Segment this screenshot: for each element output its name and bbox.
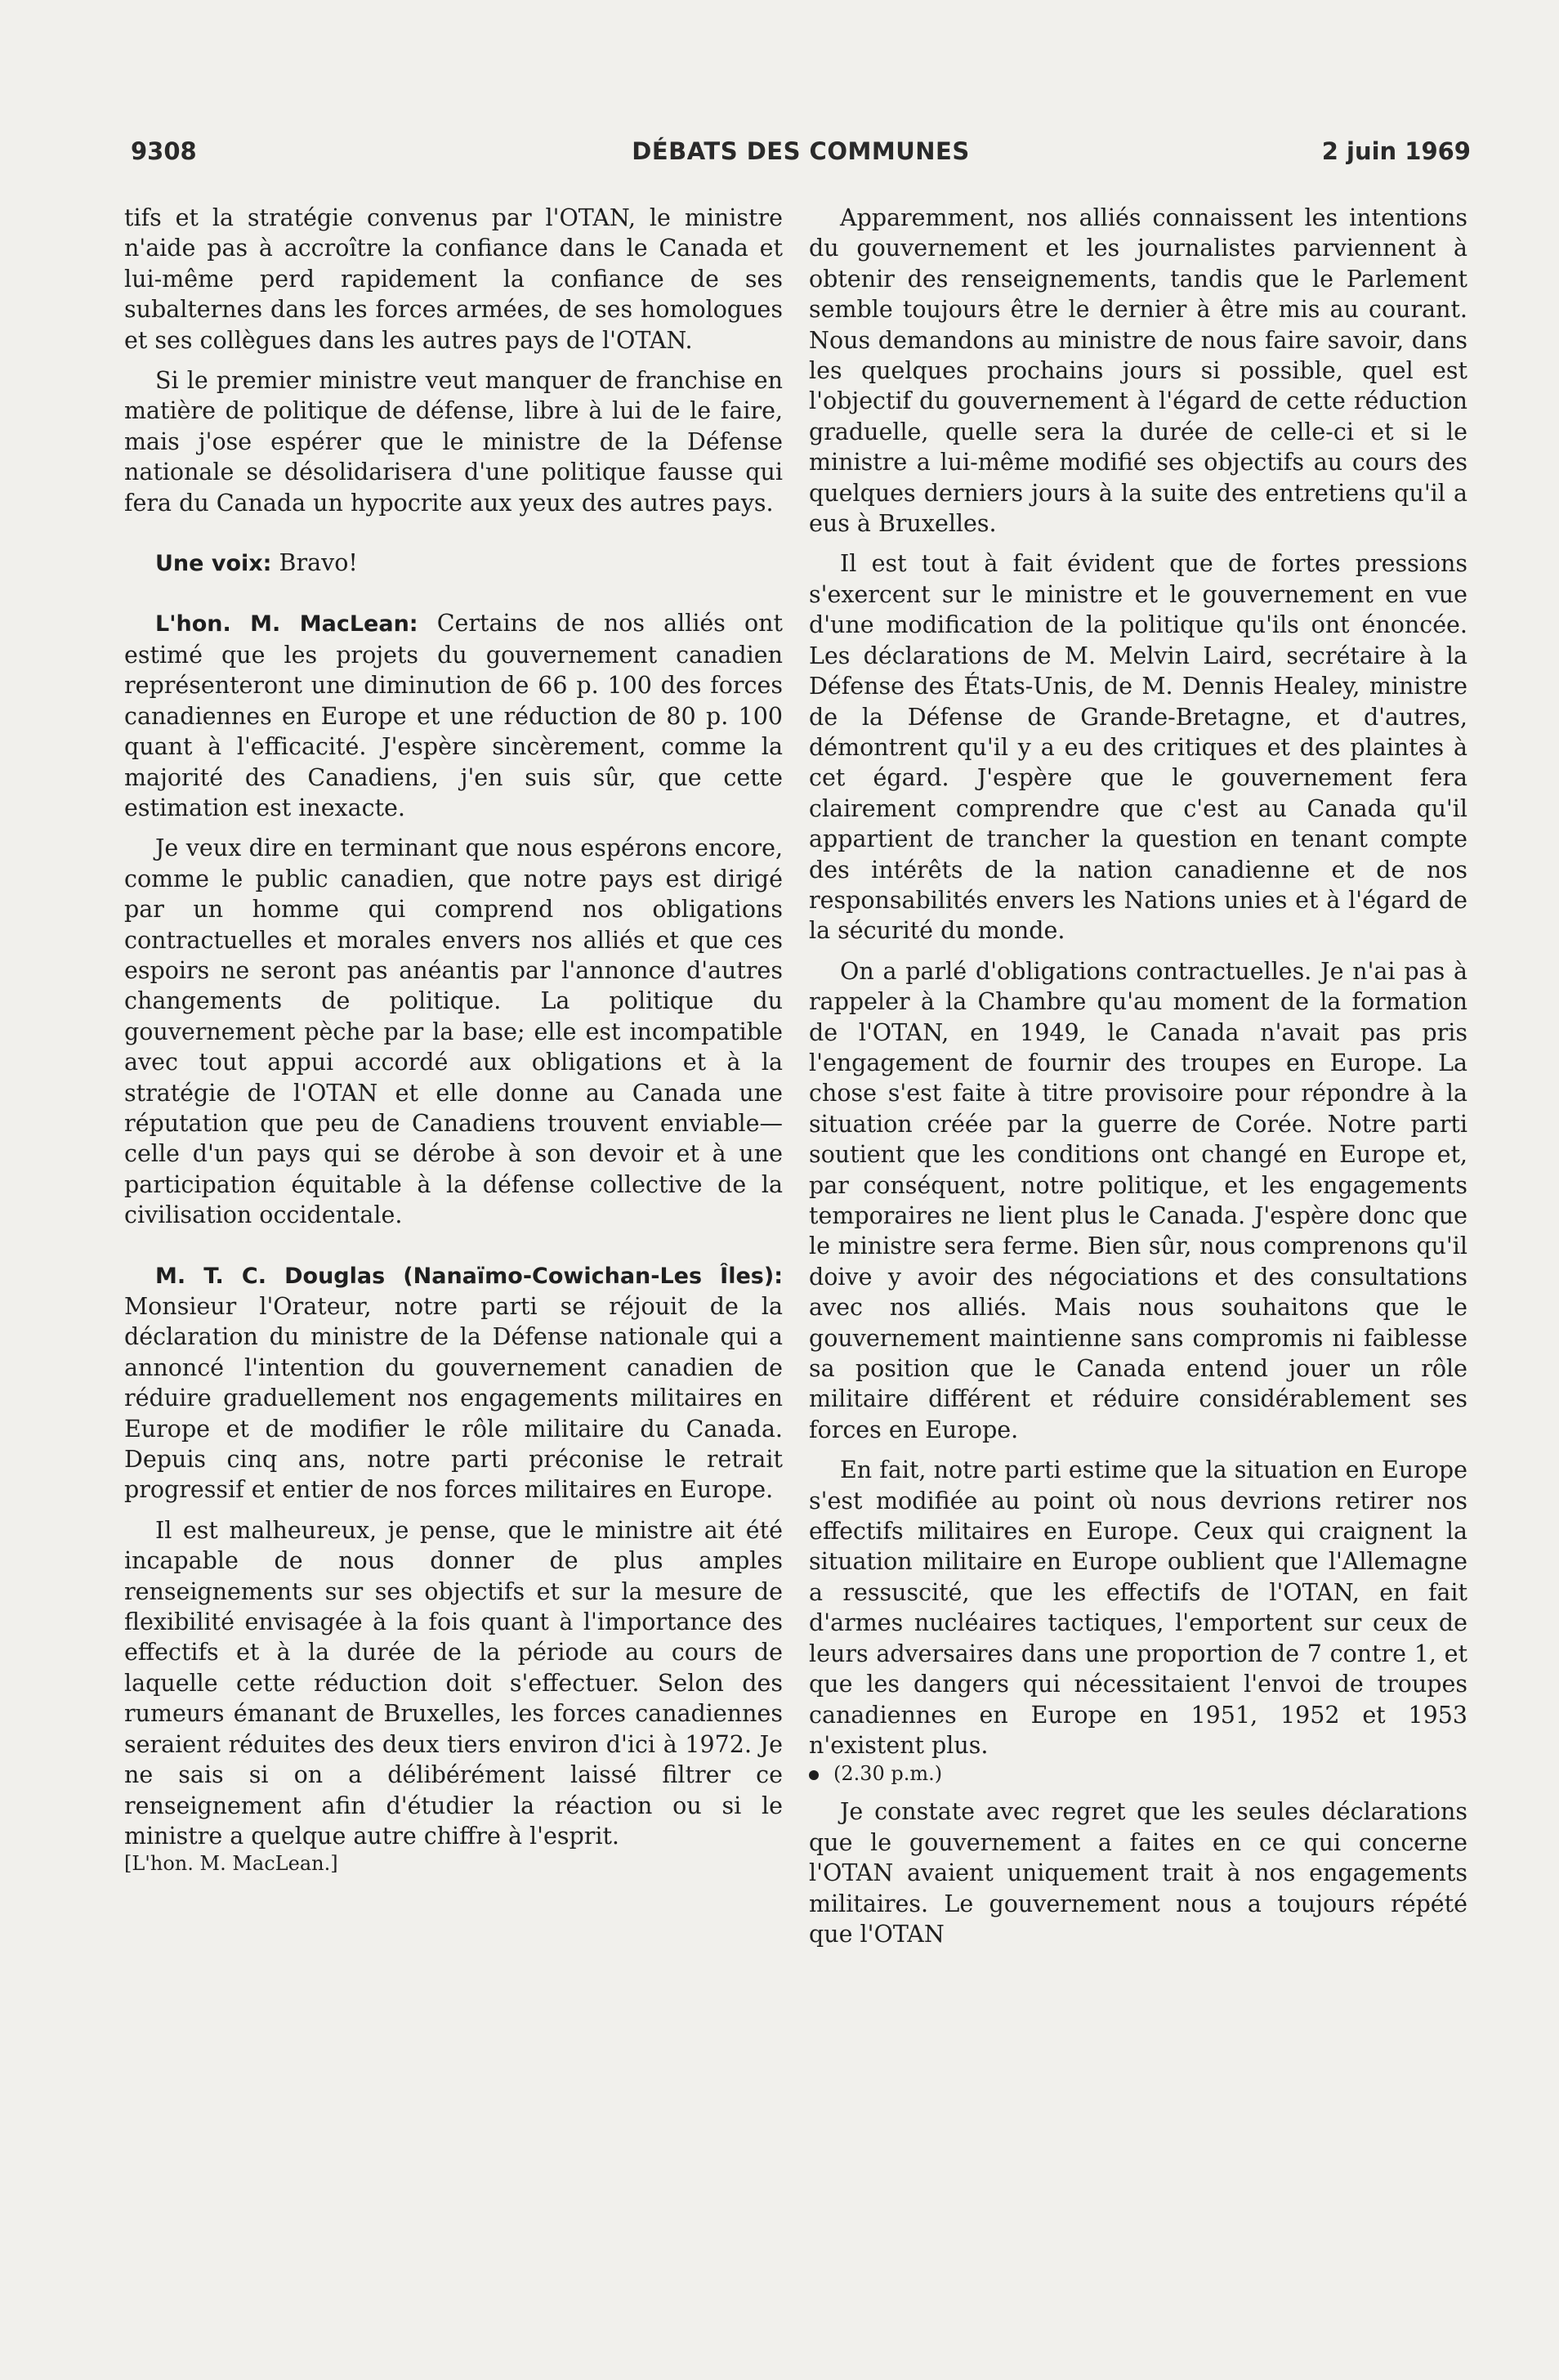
paragraph: En fait, notre parti estime que la situation en Europe s'est modifiée au point où nous devrions retirer nos effectifs militaires en Europe. Ceux qui craignent la situation militaire en Europe oublient que l'Allemagne a ressuscité, que les effectifs de l'OTAN, en fait d'armes nucléaires tactiques, l'emportent sur ceux de leurs adversaires dans une proportion de 7 contre 1, et que les dangers qui nécessitaient l'envoi de troupes canadiennes en Europe en 1951, 1952 et 1953 n'existent plus. bbox=[809, 1456, 1467, 1759]
paragraph: Apparemment, nos alliés connaissent les intentions du gouvernement et les journalistes parviennent à obtenir des renseignements, tandis que le Parlement semble toujours être le dernier à être mis au courant. Nous demandons au ministre de nous faire savoir, dans les quelques prochains jours si possible, quel est l'objectif du gouvernement à l'égard de cette réduction graduelle, quelle sera la durée de celle-ci et si le ministre a lui-même modifié ses objectifs au cours des quelques derniers jours à la suite des entretiens qu'il a eus à Bruxelles. bbox=[809, 204, 1467, 538]
paragraph bbox=[124, 1260, 783, 1505]
speech-text: Monsieur l'Orateur, notre parti se réjouit de la déclaration du ministre de la Défense nationale qui a annoncé l'intention du gouvernement canadien de réduire graduellement nos engagements militaires en Europe et de modifier le rôle militaire du Canada. Depuis cinq ans, notre parti préconise le retrait progressif et entier de nos forces militaires en Europe. bbox=[124, 1293, 783, 1504]
right-column bbox=[809, 203, 1467, 1949]
time-stamp bbox=[809, 1760, 1467, 1787]
paragraph: Je veux dire en terminant que nous espérons encore, comme le public canadien, que notre pays est dirigé par un homme qui comprend nos obligations contractuelles et morales envers nos alliés et que ces espoirs ne seront pas anéantis par l'annonce d'autres changements de politique. La politique du gouvernement pèche par la base; elle est incompatible avec tout appui accordé aux obligations et à la stratégie de l'OTAN et elle donne au Canada une réputation que peu de Canadiens trouvent enviable—celle d'un pays qui se dérobe à son devoir et à une participation équitable à la défense collective de la civilisation occidentale. bbox=[124, 834, 783, 1229]
bullet-icon bbox=[809, 1770, 819, 1780]
paragraph: Si le premier ministre veut manquer de franchise en matière de politique de défense, libre à lui de le faire, mais j'ose espérer que le ministre de la Défense nationale se désolidarisera d'une politique fausse qui fera du Canada un hypocrite aux yeux des autres pays. bbox=[124, 367, 783, 517]
speaker-footnote: [L'hon. M. MacLean.] bbox=[124, 1852, 338, 1876]
paragraph: Il est malheureux, je pense, que le ministre ait été incapable de nous donner de plus amples renseignements sur ses objectifs et sur la mesure de flexibilité envisagée à la fois quant à l'importance des effectifs et à la durée de la période au cours de laquelle cette réduction doit s'effectuer. Selon des rumeurs émanant de Bruxelles, les forces canadiennes seraient réduites des deux tiers environ d'ici à 1972. Je ne sais si on a délibérément laissé filtrer ce renseignement afin d'étudier la réaction ou si le ministre a quelque autre chiffre à l'esprit. bbox=[124, 1516, 783, 1850]
publication-title: DÉBATS DES COMMUNES bbox=[632, 137, 970, 165]
paragraph: On a parlé d'obligations contractuelles. Je n'ai pas à rappeler à la Chambre qu'au moment de la formation de l'OTAN, en 1949, le Canada n'avait pas pris l'engagement de fournir des troupes en Europe. La chose s'est faite à titre provisoire pour répondre à la situation créée par la guerre de Corée. Notre parti soutient que les conditions ont changé en Europe et, par conséquent, notre politique, et les engagements temporaires ne lient plus le Canada. J'espère donc que le ministre sera ferme. Bien sûr, nous comprenons qu'il doive y avoir des négociations et des consultations avec nos alliés. Mais nous souhaitons que le gouvernement maintienne sans compromis ni faiblesse sa position que le Canada entend jouer un rôle militaire différent et réduire considérablement ses forces en Europe. bbox=[809, 957, 1467, 1443]
paragraph: Je constate avec regret que les seules déclarations que le gouvernement a faites en ce qui concerne l'OTAN avaient uniquement trait à nos engagements militaires. Le gouvernement nous a toujours répété que l'OTAN bbox=[809, 1798, 1467, 1948]
paragraph bbox=[124, 608, 783, 823]
speaker-name: L'hon. M. MacLean: bbox=[155, 611, 418, 638]
speech-text: Certains de nos alliés ont estimé que les projets du gouvernement canadien représenteront une diminution de 66 p. 100 des forces canadiennes en Europe et une réduction de 80 p. 100 quant à l'efficacité. J'espère sincèrement, comme la majorité des Canadiens, j'en suis sûr, que cette estimation est inexacte. bbox=[124, 610, 783, 821]
speech-text: Bravo! bbox=[271, 549, 358, 577]
page-header bbox=[131, 137, 1471, 173]
page-date: 2 juin 1969 bbox=[1321, 137, 1471, 165]
paragraph: tifs et la stratégie convenus par l'OTAN, le ministre n'aide pas à accroître la confiance dans le Canada et lui-même perd rapidement la confiance de ses subalternes dans les forces armées, de ses homologues et ses collègues dans les autres pays de l'OTAN. bbox=[124, 204, 783, 354]
paragraph: Il est tout à fait évident que de fortes pressions s'exercent sur le ministre et le gouvernement en vue d'une modification de la politique qu'ils ont énoncée. Les déclarations de M. Melvin Laird, secrétaire à la Défense des États-Unis, de M. Dennis Healey, ministre de la Défense de Grande-Bretagne, et d'autres, démontrent qu'il y a eu des critiques et des plaintes à cet égard. J'espère que le gouvernement fera clairement comprendre que c'est au Canada qu'il appartient de trancher la question en tenant compte des intérêts de la nation canadienne et de nos responsabilités envers les Nations unies et à l'égard de la sécurité du monde. bbox=[809, 550, 1467, 945]
paragraph bbox=[124, 548, 783, 579]
speaker-name: M. T. C. Douglas (Nanaïmo-Cowichan-Les Îles): bbox=[155, 1263, 783, 1289]
time-text: (2.30 p.m.) bbox=[833, 1762, 943, 1786]
left-column bbox=[124, 203, 783, 1876]
speaker-name: Une voix: bbox=[155, 551, 272, 577]
page-number: 9308 bbox=[131, 137, 197, 165]
